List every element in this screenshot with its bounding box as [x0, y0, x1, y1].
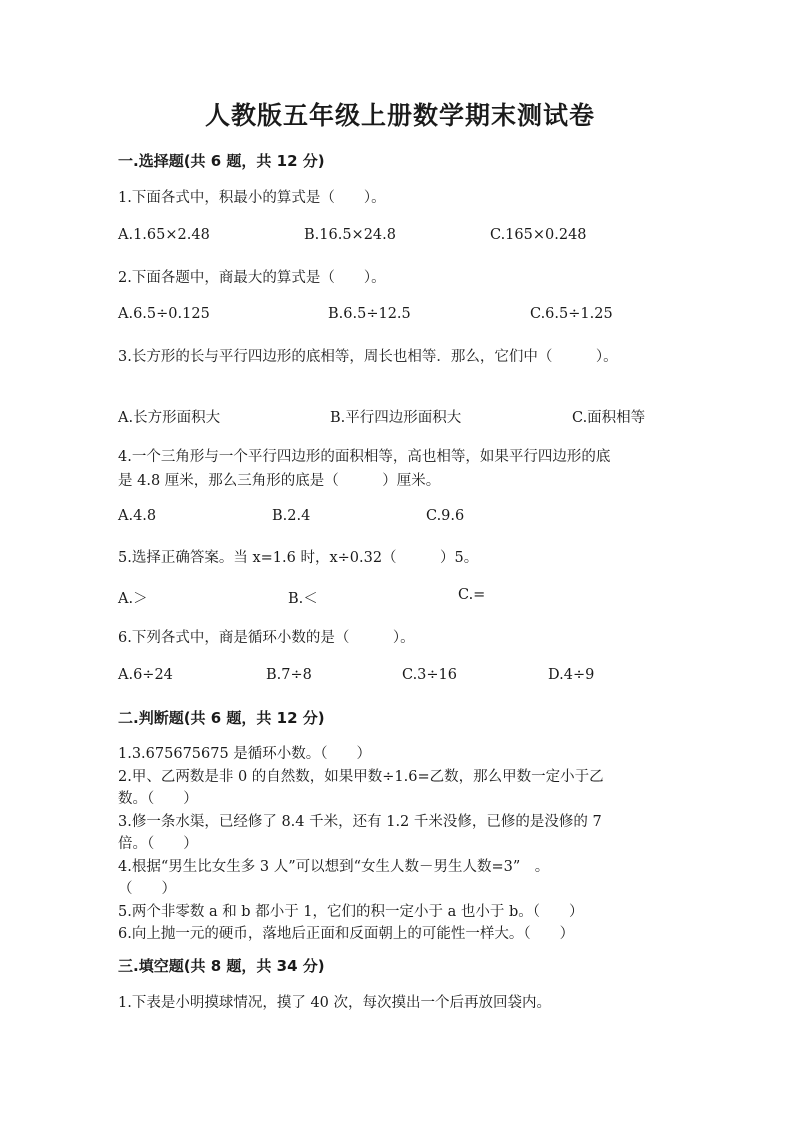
option-c: C.3÷16 — [402, 667, 458, 683]
question-4-options — [118, 508, 718, 532]
tf-line: 4.根据“男生比女生多 3 人”可以想到“女生人数－男生人数=3” 。 — [118, 858, 550, 875]
option-a: A.＞ — [118, 591, 148, 607]
option-b: B.＜ — [288, 591, 318, 607]
page-title: 人教版五年级上册数学期末测试卷 — [204, 101, 595, 130]
tf-line: 数。（ ） — [118, 791, 198, 807]
tf-line: 2.甲、乙两数是非 0 的自然数，如果甲数÷1.6=乙数，那么甲数一定小于乙 — [118, 768, 604, 785]
question-4-stem-line-1: 4.一个三角形与一个平行四边形的面积相等，高也相等，如果平行四边形的底 — [118, 449, 611, 465]
question-5-options — [118, 587, 718, 611]
option-a: A.6÷24 — [118, 667, 173, 683]
question-6-options — [118, 667, 718, 691]
question-3-options — [118, 406, 718, 430]
true-false-list — [118, 743, 718, 946]
section-2-heading: 二.判断题(共 6 题，共 12 分) — [118, 709, 325, 727]
question-1-stem: 1.下面各式中，积最小的算式是（ ）。 — [118, 190, 386, 206]
question-4-stem-line-2: 是 4.8 厘米，那么三角形的底是（ ）厘米。 — [118, 473, 441, 489]
question-2-stem: 2.下面各题中，商最大的算式是（ ）。 — [118, 270, 386, 286]
option-b: B.6.5÷12.5 — [328, 306, 411, 322]
option-c: C.面积相等 — [572, 410, 646, 426]
option-c: C.= — [458, 587, 486, 603]
question-5-stem: 5.选择正确答案。当 x=1.6 时，x÷0.32（ ）5。 — [118, 550, 479, 566]
option-a: A.4.8 — [118, 508, 157, 524]
option-d: D.4÷9 — [548, 667, 595, 683]
option-a: A.6.5÷0.125 — [118, 306, 210, 322]
option-b: B.2.4 — [272, 508, 311, 524]
option-c: C.6.5÷1.25 — [530, 306, 613, 322]
question-6-stem: 6.下列各式中，商是循环小数的是（ ）。 — [118, 630, 415, 646]
tf-line: 3.修一条水渠，已经修了 8.4 千米，还有 1.2 千米没修，已修的是没修的 7 — [118, 813, 602, 830]
option-c: C.9.6 — [426, 508, 465, 524]
tf-line: （ ） — [118, 881, 176, 897]
option-b: B.7÷8 — [266, 667, 312, 683]
question-4-stem — [118, 445, 718, 493]
tf-line: 1.3.675675675 是循环小数。（ ） — [118, 746, 372, 762]
section-3-heading: 三.填空题(共 8 题，共 34 分) — [118, 957, 325, 975]
tf-line: 倍。（ ） — [118, 836, 198, 852]
option-c: C.165×0.248 — [490, 227, 587, 243]
question-1-options — [118, 227, 718, 251]
section-1-heading: 一.选择题(共 6 题，共 12 分) — [118, 152, 325, 170]
question-2-options — [118, 306, 718, 330]
option-b: B.16.5×24.8 — [304, 227, 396, 243]
option-a: A.长方形面积大 — [118, 410, 221, 426]
option-a: A.1.65×2.48 — [118, 227, 210, 243]
option-b: B.平行四边形面积大 — [330, 410, 462, 426]
question-3-stem: 3.长方形的长与平行四边形的底相等，周长也相等．那么，它们中（ ）。 — [118, 349, 618, 365]
tf-line: 6.向上抛一元的硬币，落地后正面和反面朝上的可能性一样大。（ ） — [118, 926, 575, 942]
tf-line: 5.两个非零数 a 和 b 都小于 1，它们的积一定小于 a 也小于 b。（ ） — [118, 903, 584, 920]
fill-in-question-1: 1.下表是小明摸球情况，摸了 40 次，每次摸出一个后再放回袋内。 — [118, 995, 552, 1011]
